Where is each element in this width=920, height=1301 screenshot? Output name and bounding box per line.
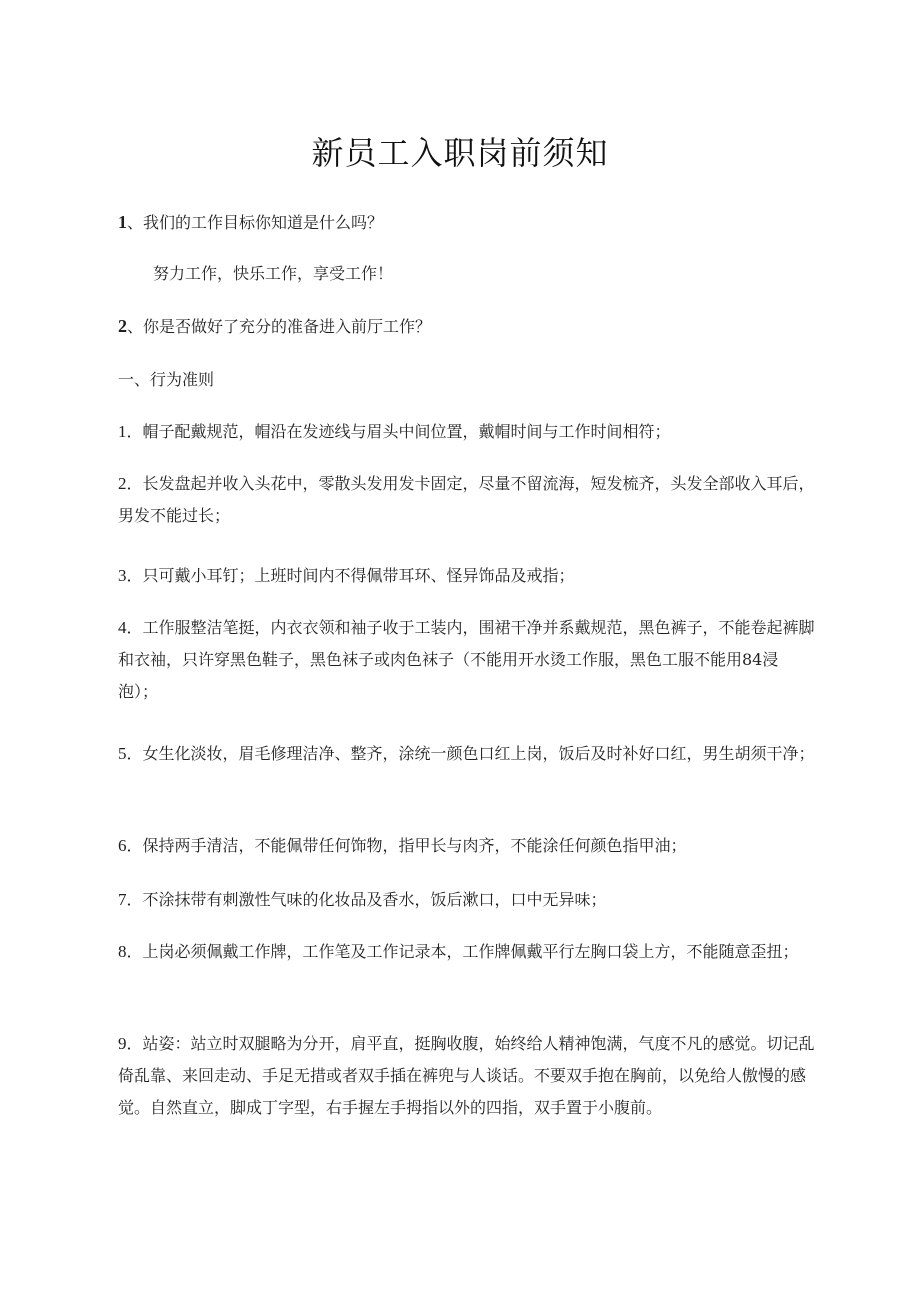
question-text: 、你是否做好了充分的准备进入前厅工作？ bbox=[127, 317, 432, 336]
section-heading: 一、行为准则 bbox=[118, 370, 215, 389]
item-number: 9 bbox=[118, 1034, 127, 1053]
item-number: 7 bbox=[118, 890, 127, 909]
item-text: ．站姿：站立时双腿略为分开，肩平直，挺胸收腹，始终给人精神饱满，气度不凡的感觉。切记乱倚乱靠、来回走动、手足无措或者双手插在裤兜与人谈话。不要双手抱在胸前，以免给人傲慢的感觉。自然直立，脚成丁字型，右手握左手拇指以外的四指，双手置于小腹前。 bbox=[118, 1034, 815, 1117]
item-text: ．帽子配戴规范，帽沿在发迹线与眉头中间位置，戴帽时间与工作时间相符； bbox=[126, 422, 671, 441]
item-text: ．女生化淡妆，眉毛修理洁净、整齐，涂统一颜色口红上岗，饭后及时补好口红，男生胡须干净； bbox=[126, 744, 815, 763]
item-number: 6 bbox=[118, 836, 127, 855]
question-number: 2 bbox=[118, 316, 127, 336]
question-1 bbox=[118, 206, 818, 239]
item-text: ．保持两手清洁，不能佩带任何饰物，指甲长与肉齐，不能涂任何颜色指甲油； bbox=[126, 836, 687, 855]
item-text: ．只可戴小耳钉；上班时间内不得佩带耳环、怪异饰品及戒指； bbox=[126, 566, 575, 585]
question-text: 、我们的工作目标你知道是什么吗？ bbox=[127, 213, 384, 232]
list-item bbox=[118, 468, 818, 532]
item-number: 3 bbox=[118, 566, 127, 585]
answer-1: 努力工作，快乐工作，享受工作！ bbox=[153, 264, 394, 283]
item-number: 8 bbox=[118, 942, 127, 961]
item-number: 5 bbox=[118, 744, 127, 763]
list-item bbox=[118, 830, 818, 862]
list-item bbox=[118, 1028, 818, 1124]
list-item bbox=[118, 738, 818, 770]
item-text: ．长发盘起并收入头花中，零散头发用发卡固定，尽量不留流海，短发梳齐，头发全部收入耳后，男发不能过长； bbox=[118, 474, 815, 525]
item-text: ．不涂抹带有刺激性气味的化妆品及香水，饭后漱口，口中无异味； bbox=[126, 890, 607, 909]
question-number: 1 bbox=[118, 212, 127, 232]
list-item bbox=[118, 612, 818, 708]
item-text: ．上岗必须佩戴工作牌，工作笔及工作记录本，工作牌佩戴平行左胸口袋上方，不能随意歪扭； bbox=[126, 942, 799, 961]
item-number: 1 bbox=[118, 422, 127, 441]
list-item bbox=[118, 560, 818, 592]
list-item bbox=[118, 936, 818, 968]
item-text: ．工作服整洁笔挺，内衣衣领和袖子收于工装内，围裙干净并系戴规范，黑色裤子，不能卷起裤脚和衣袖，只许穿黑色鞋子，黑色袜子或肉色袜子（不能用开水烫工作服，黑色工服不能用84浸泡）； bbox=[118, 618, 815, 701]
list-item bbox=[118, 884, 818, 916]
question-2 bbox=[118, 310, 818, 343]
item-number: 4 bbox=[118, 618, 127, 637]
list-item bbox=[118, 416, 818, 448]
item-number: 2 bbox=[118, 474, 127, 493]
page-title: 新员工入职岗前须知 bbox=[311, 134, 609, 172]
